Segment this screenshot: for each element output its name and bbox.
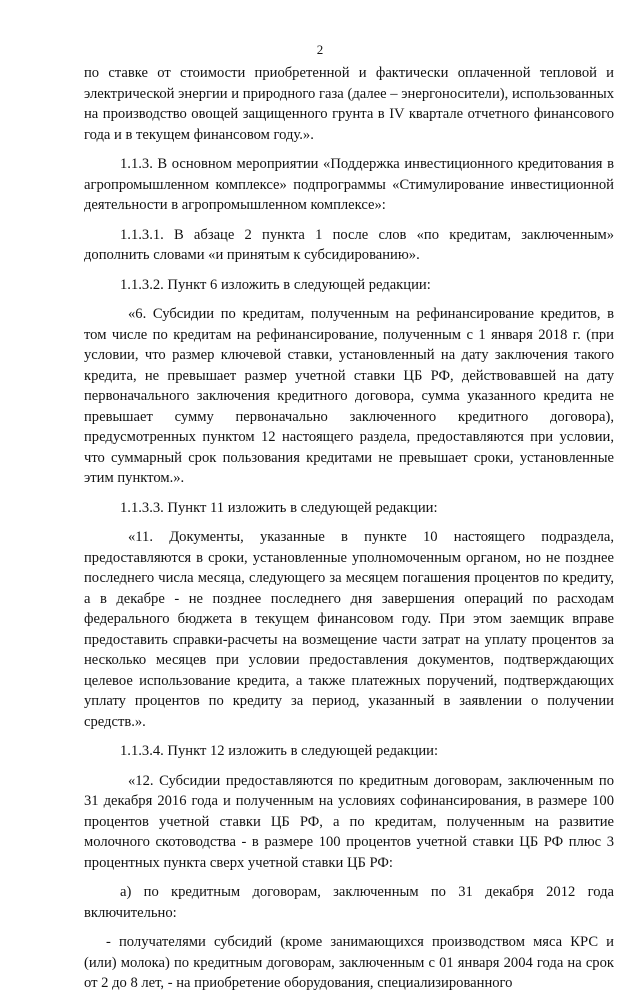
paragraph-1-1-3: 1.1.3. В основном мероприятии «Поддержка инвестиционного кредитования в агропромышленном комплексе» подпрограммы «Стимулирование инвестиционной деятельности в агропромышленном комплексе»: (84, 156, 614, 213)
list-item-dash: - получателями субсидий (кроме занимающихся производством мяса КРС и (или) молока) по кредитным договорам, заключенным с 01 января 2004 года на срок от 2 до 8 лет, - на приобретение оборудования, специализированного (84, 934, 614, 991)
quoted-clause-12: «12. Субсидии предоставляются по кредитным договорам, заключенным по 31 декабря 2016 года и полученным на условиях софинансирования, в размере 100 процентов учетной ставки ЦБ РФ, а по кредитам, полученным на развитие молочного скотоводства - в размере 100 процентов учетной ставки ЦБ РФ плюс 3 процентных пункта сверх учетной ставки ЦБ РФ: (84, 772, 614, 871)
paragraph-1-1-3-3: 1.1.3.3. Пункт 11 изложить в следующей редакции: (120, 499, 438, 516)
subclause-a: а) по кредитным договорам, заключенным по 31 декабря 2012 года включительно: (84, 884, 614, 921)
document-body (84, 63, 614, 994)
paragraph-1-1-3-1: 1.1.3.1. В абзаце 2 пункта 1 после слов «по кредитам, заключенным» дополнить словами «и принятым к субсидированию». (84, 226, 614, 263)
page-number: 2 (316, 42, 324, 57)
paragraph-1-1-3-4: 1.1.3.4. Пункт 12 изложить в следующей редакции: (120, 743, 439, 759)
quoted-clause-6: «6. Субсидии по кредитам, полученным на рефинансирование кредитов, в том числе по кредитам на рефинансирование, полученным с 1 января 2018 г. (при условии, что размер ключевой ставки, установленный на дату заключения такого кредита, не превышает размер учетной ставки ЦБ РФ, действовавшей на дату первоначального заключения кредитного договора, сумма указанного кредита не превышает сумму первоначально заключенного кредитного договора), предусмотренных пунктом 12 настоящего раздела, предоставляются при условии, что суммарный срок пользования кредитами не превышает сроки, установленные этим пунктом.». (84, 306, 614, 486)
paragraph-continuation: по ставке от стоимости приобретенной и фактически оплаченной тепловой и электрической энергии и природного газа (далее – энергоносители), использованных на производство овощей защищенного грунта в IV квартале отчетного финансового года и в текущем финансовом году.». (84, 65, 614, 143)
paragraph-1-1-3-2: 1.1.3.2. Пункт 6 изложить в следующей редакции: (120, 276, 431, 293)
quoted-clause-11: «11. Документы, указанные в пункте 10 настоящего подраздела, предоставляются в сроки, установленные уполномоченным органом, но не позднее последнего числа месяца, следующего за месяцем погашения процентов по кредиту, а в декабре - не позднее последнего дня завершения операций по расходам федерального бюджета в текущем финансовом году. При этом заемщик вправе предоставить справки-расчеты на возмещение части затрат на уплату процентов за несколько месяцев при условии предоставления документов, подтверждающих целевое использование кредита, а также платежных поручений, подтверждающих уплату процентов по кредиту за период, указанный в заявлении о получении средств.». (84, 529, 614, 730)
